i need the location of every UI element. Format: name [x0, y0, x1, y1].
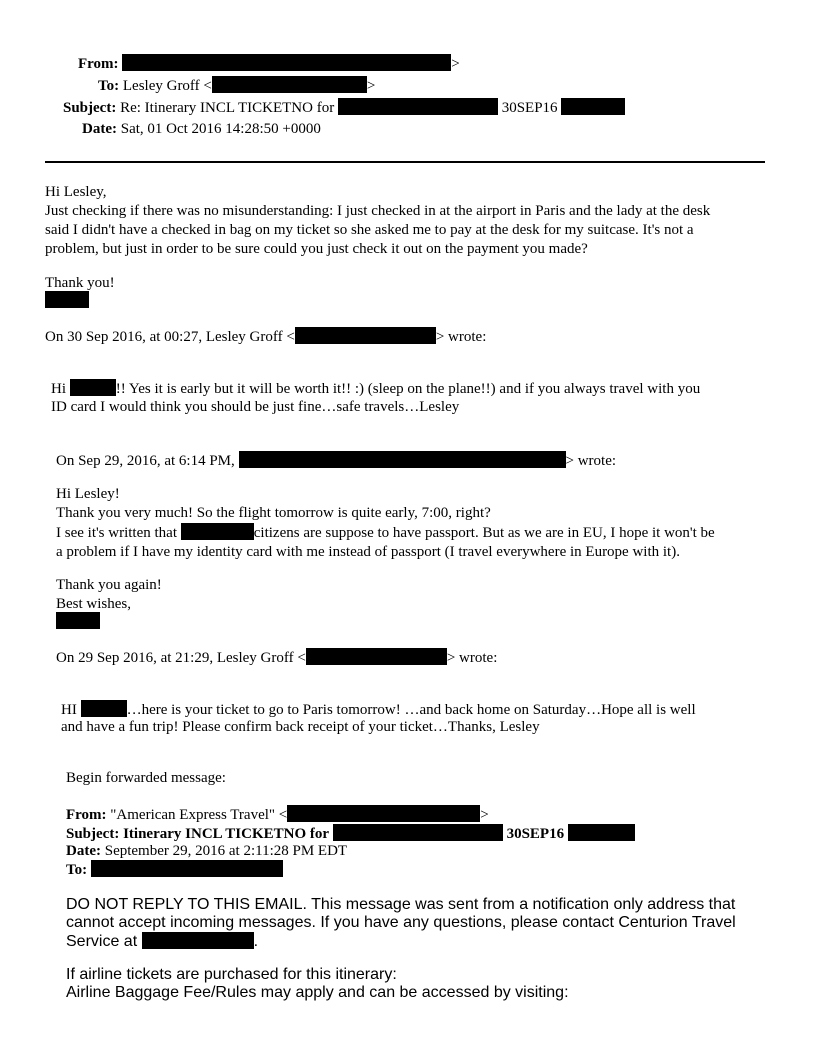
attribution-prefix: On Sep 29, 2016, at 6:14 PM,: [56, 453, 235, 469]
header-to-row: [98, 76, 375, 95]
attribution-suffix: > wrote:: [435, 329, 487, 345]
fwd-date-row: [66, 842, 347, 860]
redacted-email: [295, 327, 436, 344]
fwd-from-row: [66, 805, 489, 824]
signature-row: [45, 291, 89, 310]
quote3-attribution: [56, 648, 497, 667]
fwd-date-value: September 29, 2016 at 2:11:28 PM EDT: [104, 843, 348, 859]
quote3-line1: [61, 700, 696, 719]
body-line: problem, but just in order to be sure could you just check it out on the payment you made?: [45, 241, 588, 257]
redacted-to: [212, 76, 367, 93]
body-line: Airline Baggage Fee/Rules may apply and can be accessed by visiting:: [66, 984, 569, 1001]
line2-prefix: I see it's written that: [56, 525, 178, 541]
from-label: From:: [78, 56, 119, 72]
quote1-attribution: [45, 327, 486, 346]
quote3-line1-rest: …here is your ticket to go to Paris tomorrow! …and back home on Saturday…Hope all is well: [126, 702, 696, 718]
to-name: Lesley Groff <: [122, 78, 212, 94]
header-from-row: [78, 54, 460, 73]
fwd-date-label: Date:: [66, 843, 101, 859]
message-body: [45, 183, 710, 259]
redacted-name: [70, 379, 116, 396]
header-divider: [45, 161, 765, 163]
quote1-line1-rest: !! Yes it is early but it will be worth it!! :) (sleep on the plane!!) and if you always travel with you: [115, 381, 701, 397]
redacted-to: [91, 860, 283, 877]
fwd-airline: [66, 966, 569, 1002]
redacted-from: [287, 805, 480, 822]
redacted-subject-tail: [561, 98, 625, 115]
redacted-subject: [333, 824, 503, 841]
fwd-to-row: [66, 860, 283, 879]
angle-close: >: [451, 56, 460, 72]
body-line: cannot accept incoming messages. If you have any questions, please contact Centurion Travel: [66, 914, 736, 931]
header-subject-row: [63, 98, 625, 117]
quote3-line2: and have a fun trip! Please confirm back receipt of your ticket…Thanks, Lesley: [61, 719, 540, 735]
quote2-attribution: [56, 451, 616, 470]
body-line: Just checking if there was no misunderstanding: I just checked in at the airport in Paris and the lady at the desk: [45, 203, 711, 219]
to-label: To:: [98, 78, 120, 94]
fwd-subject-label: Subject:: [66, 826, 120, 842]
hi-text: HI: [61, 702, 77, 718]
thanks: Thank you!: [45, 275, 115, 291]
redacted-subject: [338, 98, 498, 115]
body-line: said I didn't have a checked in bag on my ticket so she asked me to pay at the desk for my suitcase. It's not a: [45, 222, 694, 238]
angle-close: >: [366, 78, 376, 94]
fwd-from-value: "American Express Travel" <: [110, 807, 288, 823]
redacted-from: [122, 54, 451, 71]
service-suffix: .: [253, 933, 259, 950]
redacted-signature: [45, 291, 89, 308]
quote2-body: [56, 485, 715, 562]
fwd-from-label: From:: [66, 807, 107, 823]
fwd-body: [66, 896, 736, 951]
angle-close: >: [480, 807, 489, 823]
attribution-prefix: On 30 Sep 2016, at 00:27, Lesley Groff <: [45, 329, 295, 345]
greeting: Hi Lesley!: [56, 486, 120, 502]
redacted-phone: [142, 932, 254, 949]
thanks: Thank you again!: [56, 577, 162, 593]
redacted-signature: [56, 612, 100, 629]
quote2-closing: [56, 576, 162, 614]
line2-suffix: citizens are suppose to have passport. But as we are in EU, I hope it won't be: [253, 525, 715, 541]
quote1-line1: [51, 379, 700, 398]
fwd-subject-date: 30SEP16: [506, 826, 565, 842]
wishes: Best wishes,: [56, 596, 131, 612]
body-line: Thank you very much! So the flight tomorrow is quite early, 7:00, right?: [56, 505, 491, 521]
body-line: [56, 523, 715, 543]
body-line: If airline tickets are purchased for this itinerary:: [66, 966, 397, 983]
signature-row: [56, 612, 100, 631]
fwd-subject-value: Itinerary INCL TICKETNO for: [123, 826, 330, 842]
fwd-subject-row: [66, 824, 635, 843]
service-prefix: Service at: [66, 933, 138, 950]
greeting: Hi Lesley,: [45, 184, 107, 200]
subject-date: 30SEP16: [501, 100, 558, 116]
header-date-row: [82, 120, 321, 138]
date-label: Date:: [82, 121, 117, 137]
subject-label: Subject:: [63, 100, 117, 116]
subject-prefix: Re: Itinerary INCL TICKETNO for: [120, 100, 335, 116]
redacted-sender: [239, 451, 566, 468]
attribution-prefix: On 29 Sep 2016, at 21:29, Lesley Groff <: [56, 650, 306, 666]
hi-text: Hi: [51, 381, 66, 397]
redacted-name: [81, 700, 127, 717]
attribution-suffix: > wrote:: [446, 650, 498, 666]
body-line: DO NOT REPLY TO THIS EMAIL. This message was sent from a notification only address that: [66, 896, 736, 913]
redacted-country: [181, 523, 254, 540]
fwd-to-label: To:: [66, 862, 88, 878]
quote1-line2: ID card I would think you should be just fine…safe travels…Lesley: [51, 399, 460, 415]
redacted-subject-tail: [568, 824, 635, 841]
attribution-suffix: > wrote:: [565, 453, 617, 469]
forwarded-intro: Begin forwarded message:: [66, 770, 226, 786]
body-line: a problem if I have my identity card with me instead of passport (I travel everywhere in Europe with it).: [56, 544, 680, 560]
redacted-email: [306, 648, 447, 665]
body-line: [66, 932, 736, 951]
date-value: Sat, 01 Oct 2016 14:28:50 +0000: [120, 121, 321, 137]
